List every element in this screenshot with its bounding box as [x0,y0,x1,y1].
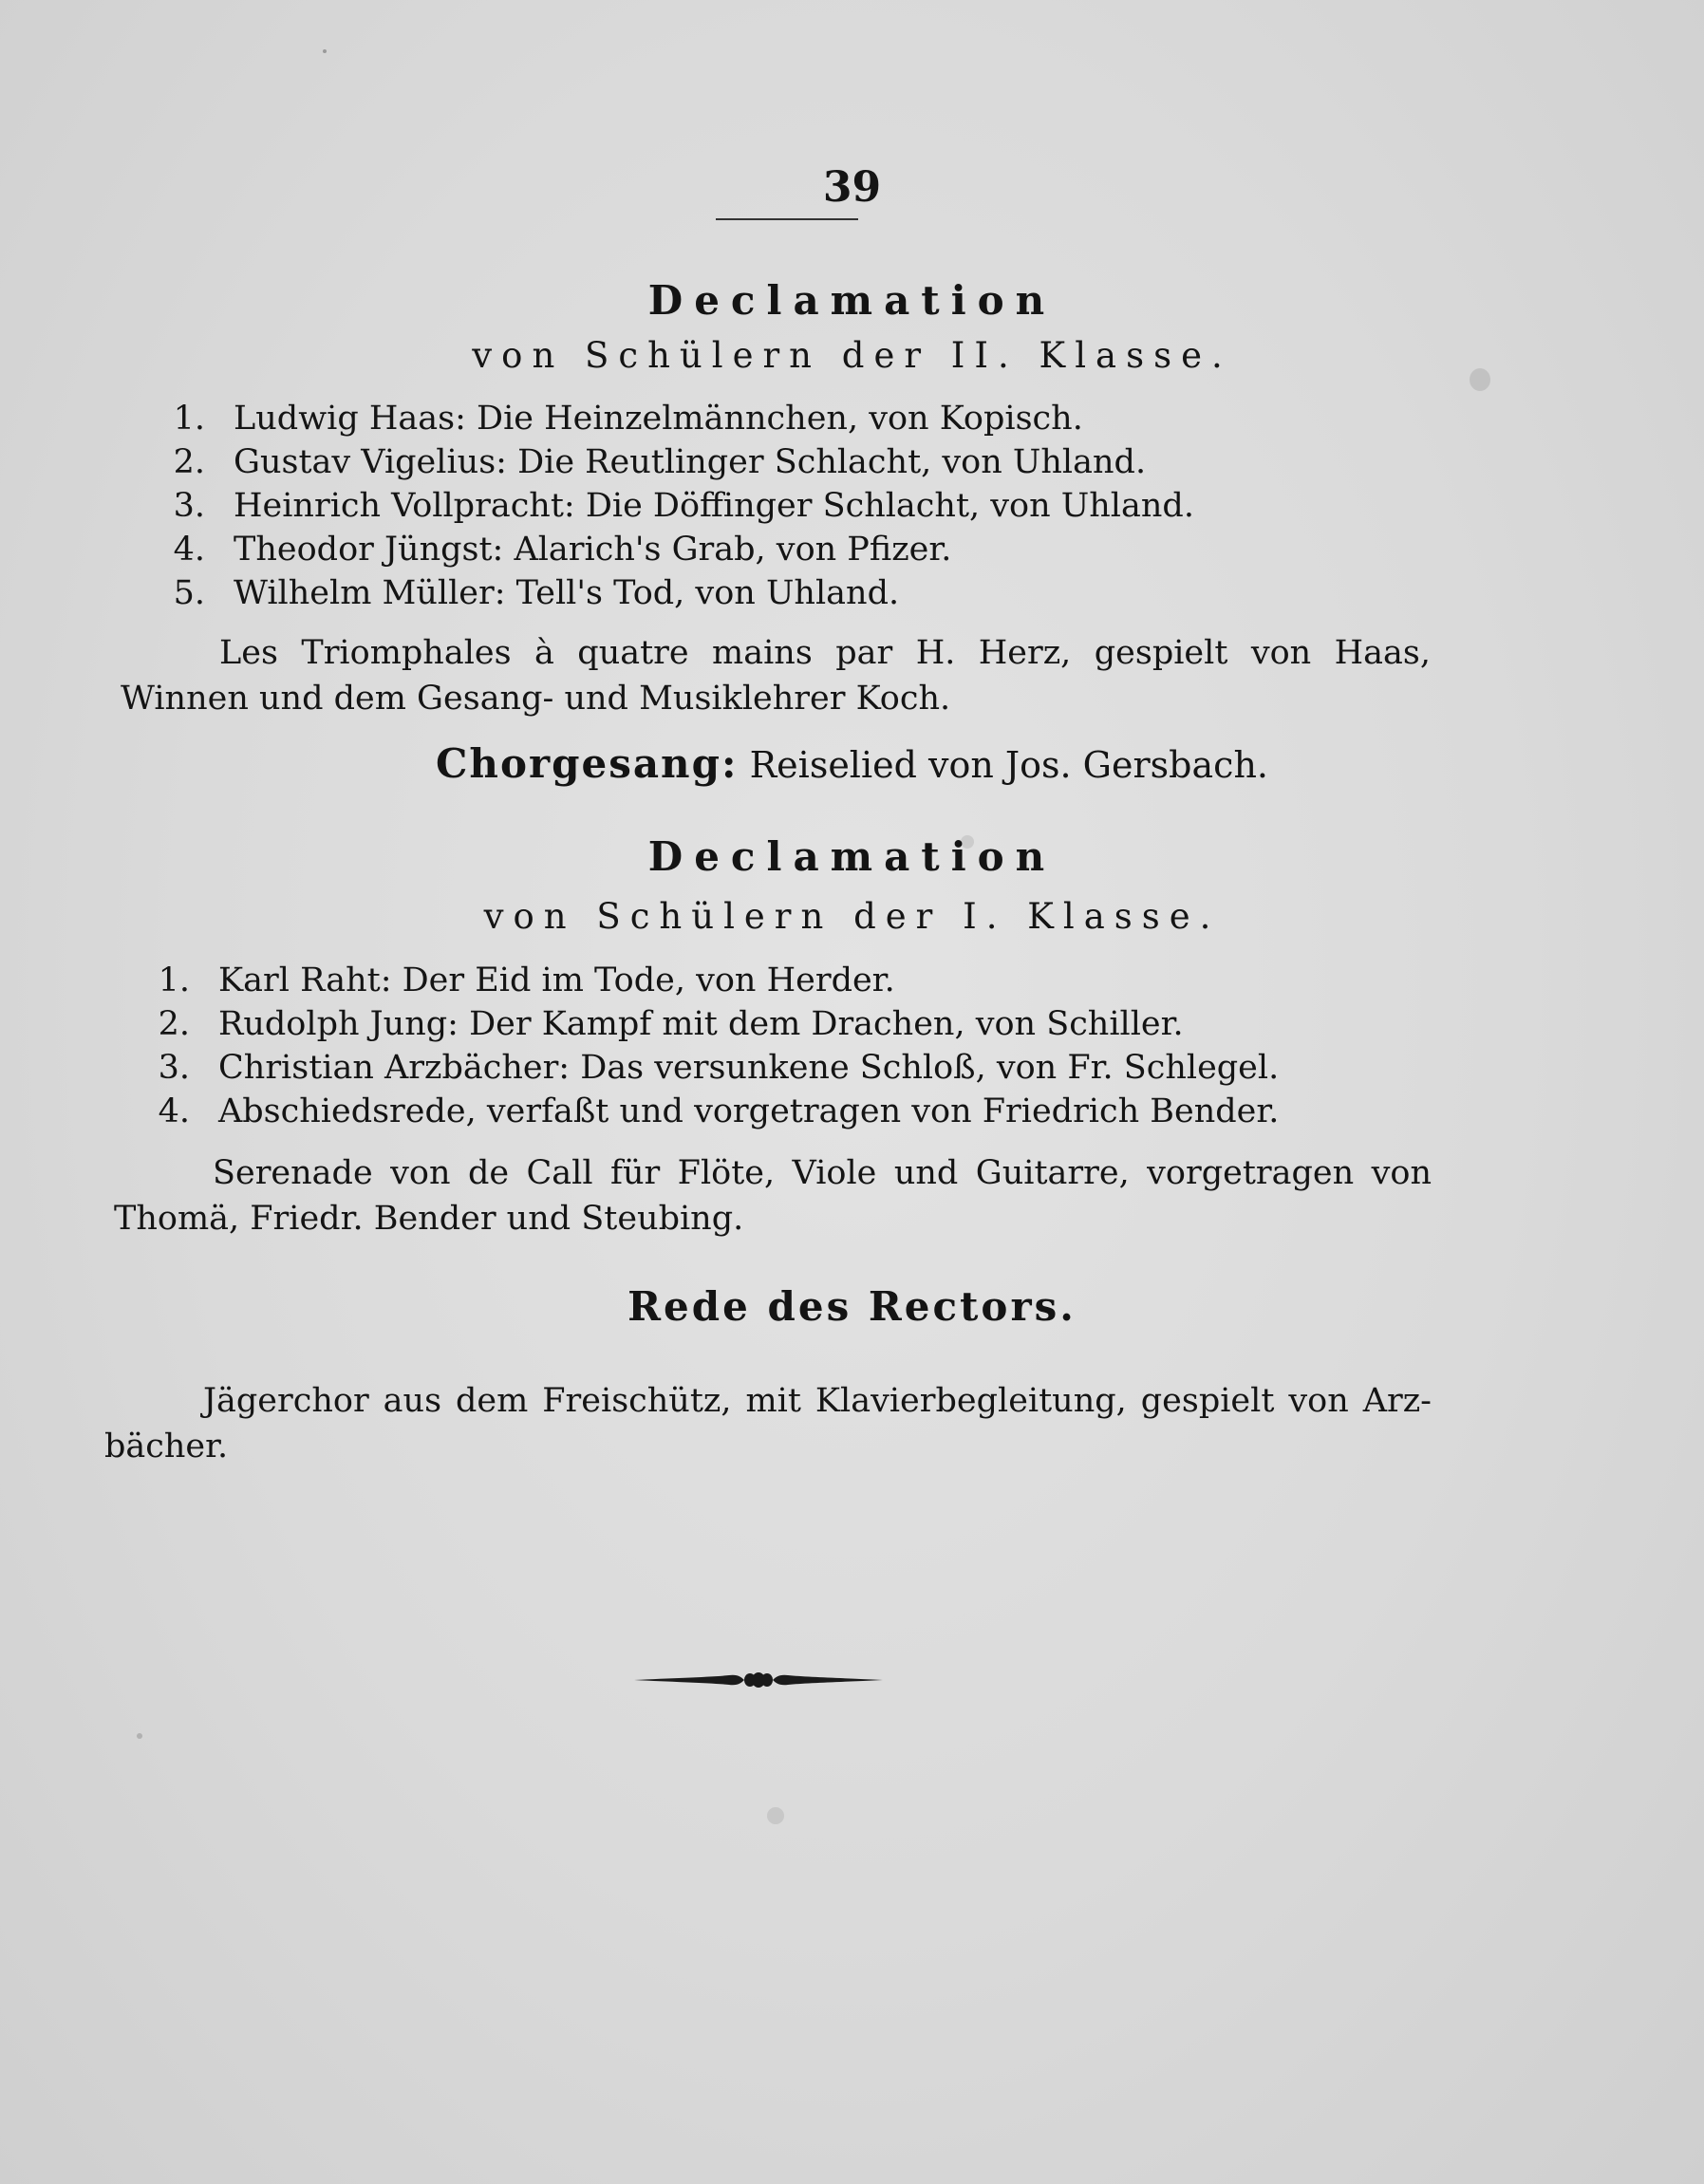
chorus-text: Reiselied von Jos. Gersbach. [749,744,1268,786]
list-item-number: 1. [158,961,190,999]
paragraph-line: Winnen und dem Gesang- und Musiklehrer Koch. [121,680,951,718]
list-item [142,571,1194,615]
list-item-text: Heinrich Vollpracht: Die Döffinger Schlacht, von Uhland. [234,487,1194,525]
section1-subheading: von Schülern der II. Klasse. [472,335,1232,376]
list-item-number: 2. [173,443,205,481]
list-item [142,440,1194,484]
list-item-text: Rudolph Jung: Der Kampf mit dem Drachen, von Schiller. [218,1005,1184,1043]
paper-speck [323,49,327,53]
paragraph-line: Les Triomphales à quatre mains par H. Herz, gespielt von Haas, [219,634,1431,672]
paragraph-line: Serenade von de Call für Flöte, Viole und Guitarre, vorgetragen von [213,1154,1432,1192]
list-item-number: 2. [158,1005,190,1043]
list-item-text: Wilhelm Müller: Tell's Tod, von Uhland. [234,574,900,612]
list-item [127,1002,1279,1046]
chorus-title: Chorgesang: [436,740,739,787]
list-item-text: Ludwig Haas: Die Heinzelmännchen, von Kopisch. [234,400,1083,438]
paper-speck [137,1733,142,1739]
list-item-number: 1. [173,400,205,438]
list-item [142,484,1194,528]
list-item-text: Theodor Jüngst: Alarich's Grab, von Pfizer. [234,531,952,569]
section2-list [127,959,1279,1133]
rector-speech-heading: Rede des Rectors. [627,1283,1077,1330]
list-item [127,1090,1279,1133]
page-number: 39 [822,163,882,212]
list-item-text: Gustav Vigelius: Die Reutlinger Schlacht, von Uhland. [234,443,1147,481]
list-item-number: 4. [158,1092,190,1130]
paragraph-line: Thomä, Friedr. Bender und Steubing. [114,1200,744,1238]
list-item-text: Karl Raht: Der Eid im Tode, von Herder. [218,961,895,999]
list-item-number: 5. [173,574,205,612]
music-performance-2 [114,1150,1432,1241]
section2-subheading: von Schülern der I. Klasse. [483,896,1221,937]
list-item-number: 3. [173,487,205,525]
list-item-number: 4. [173,531,205,569]
chorus-line [0,740,1704,787]
list-item-text: Abschiedsrede, verfaßt und vorgetragen von Friedrich Bender. [218,1092,1280,1130]
list-item [127,1046,1279,1090]
list-item-text: Christian Arzbächer: Das versunkene Schloß, von Fr. Schlegel. [218,1049,1280,1087]
list-item-number: 3. [158,1049,190,1087]
music-performance-3 [104,1378,1432,1469]
paragraph-line: bächer. [104,1428,229,1465]
section1-heading: Declamation [647,277,1057,324]
section1-list [142,397,1194,615]
section2-heading: Declamation [647,833,1057,880]
page-number-rule [716,218,858,220]
decorative-swash-icon [634,1666,883,1694]
music-performance-1 [121,630,1431,721]
list-item [142,397,1194,440]
paragraph-line: Jägerchor aus dem Freischütz, mit Klavierbegleitung, gespielt von Arz- [203,1382,1432,1420]
list-item [142,528,1194,571]
paper-speck [767,1807,784,1824]
list-item [127,959,1279,1002]
